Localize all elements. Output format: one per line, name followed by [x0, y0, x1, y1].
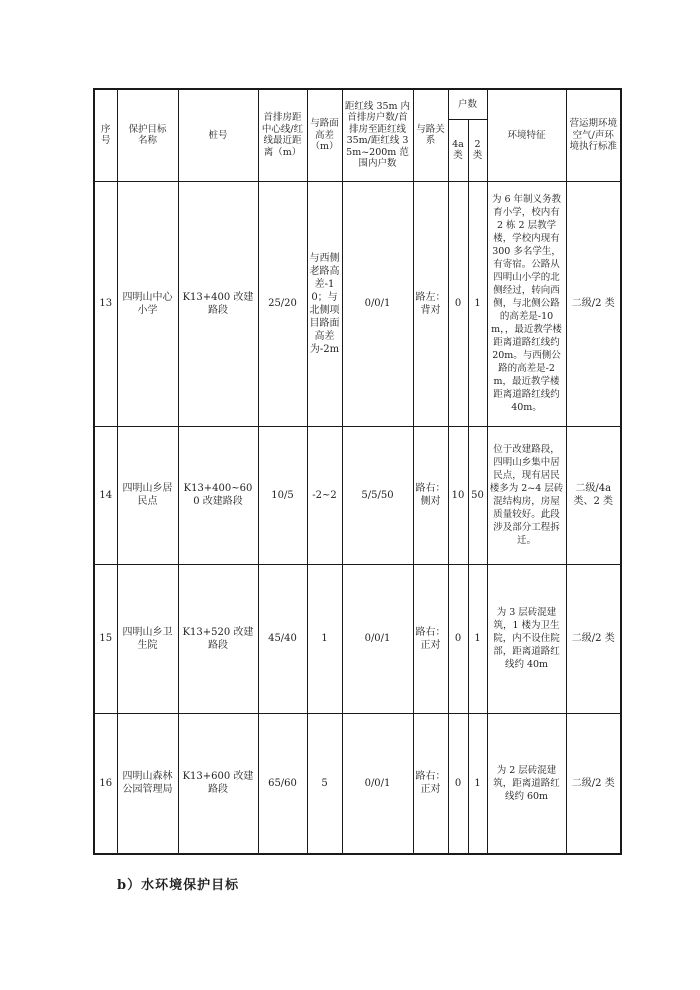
row-no: 16 — [94, 713, 117, 854]
header-first-row-distance: 首排房距中心线/红线最近距离（m） — [258, 89, 307, 181]
protection-targets-table-wrap — [93, 88, 622, 855]
row-road-relation: 路右：正对 — [413, 564, 448, 713]
row-class-2: 1 — [468, 181, 487, 426]
table-row — [94, 713, 621, 854]
row-height-diff: 与西侧老路高差-10；与北侧项目路面高差为-2m — [307, 181, 342, 426]
table-row — [94, 426, 621, 564]
row-class-2: 50 — [468, 426, 487, 564]
row-households-detail: 0/0/1 — [342, 713, 413, 854]
row-no: 13 — [94, 181, 117, 426]
row-distance: 45/40 — [258, 564, 307, 713]
row-name: 四明山中心小学 — [117, 181, 178, 426]
row-height-diff: 5 — [307, 713, 342, 854]
header-seq: 序号 — [94, 89, 117, 181]
row-households-detail: 5/5/50 — [342, 426, 413, 564]
row-height-diff: -2~2 — [307, 426, 342, 564]
row-road-relation: 路右：正对 — [413, 713, 448, 854]
row-env-features: 为 3 层砖混建筑，1 楼为卫生院，内不设住院部，距离道路红线约 40m — [487, 564, 566, 713]
row-class-4a: 10 — [448, 426, 468, 564]
row-stake: K13+520 改建路段 — [178, 564, 258, 713]
row-distance: 65/60 — [258, 713, 307, 854]
protection-targets-table — [93, 88, 622, 855]
header-road-relation: 与路关系 — [413, 89, 448, 181]
header-height-diff: 与路面高差（m） — [307, 89, 342, 181]
header-class-2: 2 类 — [468, 119, 487, 181]
header-households-group: 户数 — [448, 89, 487, 119]
header-name: 保护目标名称 — [117, 89, 178, 181]
header-env-features: 环境特征 — [487, 89, 566, 181]
row-households-detail: 0/0/1 — [342, 181, 413, 426]
row-stake: K13+600 改建路段 — [178, 713, 258, 854]
row-class-4a: 0 — [448, 564, 468, 713]
row-standard: 二级/2 类 — [566, 713, 621, 854]
row-distance: 25/20 — [258, 181, 307, 426]
row-class-2: 1 — [468, 713, 487, 854]
row-class-2: 1 — [468, 564, 487, 713]
table-header — [94, 89, 621, 181]
table-row — [94, 181, 621, 426]
row-no: 14 — [94, 426, 117, 564]
header-stake: 桩号 — [178, 89, 258, 181]
row-class-4a: 0 — [448, 713, 468, 854]
row-distance: 10/5 — [258, 426, 307, 564]
row-env-features: 为 2 层砖混建筑，距离道路红线约 60m — [487, 713, 566, 854]
row-households-detail: 0/0/1 — [342, 564, 413, 713]
row-standard: 二级/2 类 — [566, 181, 621, 426]
header-standards: 营运期环境空气/声环境执行标准 — [566, 89, 621, 181]
row-class-4a: 0 — [448, 181, 468, 426]
row-standard: 二级/4a 类、2 类 — [566, 426, 621, 564]
row-stake: K13+400 改建路段 — [178, 181, 258, 426]
row-no: 15 — [94, 564, 117, 713]
row-env-features: 为 6 年制义务教育小学，校内有 2 栋 2 层教学楼，学校内现有 300 多名学生，有寄宿。公路从四明山小学的北侧经过，转向西侧，与北侧公路的高差是-10m，，最近教学楼距离道路红线约 20m。与西侧公路的高差是-2m，最近教学楼距离道路红线约 40m。 — [487, 181, 566, 426]
row-road-relation: 路右：侧对 — [413, 426, 448, 564]
table-row — [94, 564, 621, 713]
row-height-diff: 1 — [307, 564, 342, 713]
row-name: 四明山乡居民点 — [117, 426, 178, 564]
row-env-features: 位于改建路段，四明山乡集中居民点，现有居民楼多为 2~4 层砖混结构房，房屋质量较好。此段涉及部分工程拆迁。 — [487, 426, 566, 564]
row-road-relation: 路左：背对 — [413, 181, 448, 426]
row-name: 四明山乡卫生院 — [117, 564, 178, 713]
header-class-4a: 4a类 — [448, 119, 468, 181]
header-households-detail: 距红线 35m 内首排房户数/首排房至距红线 35m/距红线 35m~200m 范围内户数 — [342, 89, 413, 181]
section-heading: b）水环境保护目标 — [117, 878, 240, 893]
row-stake: K13+400~600 改建路段 — [178, 426, 258, 564]
row-standard: 二级/2 类 — [566, 564, 621, 713]
row-name: 四明山森林公园管理局 — [117, 713, 178, 854]
